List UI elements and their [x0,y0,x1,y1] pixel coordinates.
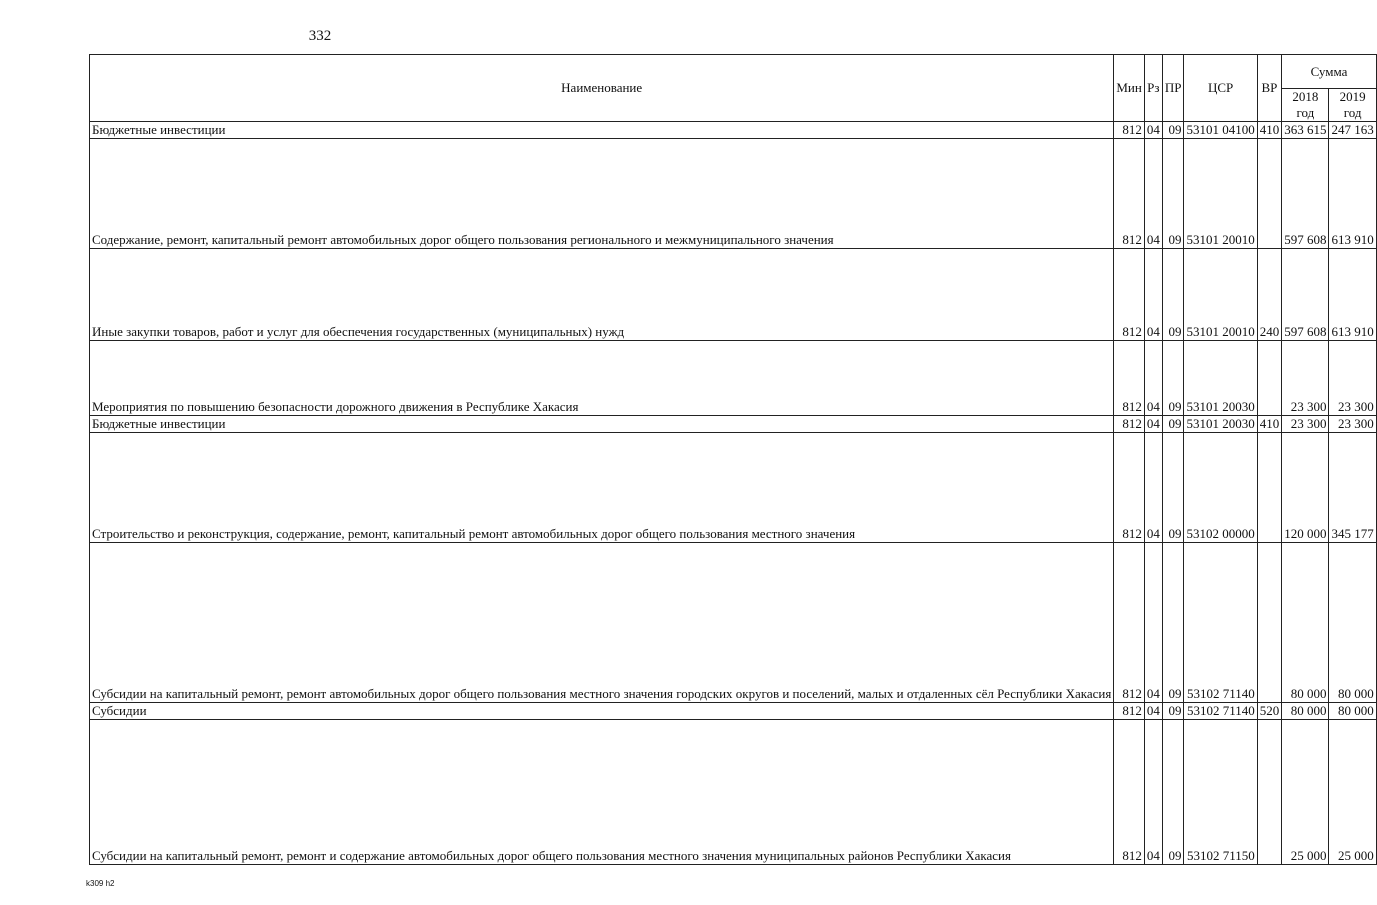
row-vr [1257,433,1282,543]
row-vr: 410 [1257,122,1282,139]
row-min: 812 [1114,139,1144,249]
row-min: 812 [1114,249,1144,341]
row-vr: 240 [1257,249,1282,341]
row-csr: 53101 20030 [1184,341,1257,416]
row-rz: 04 [1144,341,1162,416]
table-row [90,249,1377,341]
table-row [90,139,1377,249]
row-csr: 53102 71140 [1184,543,1257,703]
row-rz: 04 [1144,416,1162,433]
table-row [90,720,1377,865]
row-pr: 09 [1162,122,1184,139]
header-csr: ЦСР [1184,55,1257,122]
row-sum-2019: 345 177 [1329,433,1376,543]
row-rz: 04 [1144,720,1162,865]
table-row [90,433,1377,543]
row-csr: 53101 20010 [1184,139,1257,249]
row-csr: 53101 20010 [1184,249,1257,341]
row-name: Субсидии на капитальный ремонт, ремонт и содержание автомобильных дорог общего пользования местного значения муниципальных районов Республики Хакасия [90,720,1114,865]
row-vr [1257,341,1282,416]
row-pr: 09 [1162,341,1184,416]
row-sum-2019: 247 163 [1329,122,1376,139]
row-sum-2019: 25 000 [1329,720,1376,865]
row-sum-2019: 80 000 [1329,543,1376,703]
row-sum-2019: 613 910 [1329,139,1376,249]
row-sum-2018: 120 000 [1282,433,1329,543]
row-rz: 04 [1144,249,1162,341]
row-min: 812 [1114,122,1144,139]
header-min: Мин [1114,55,1144,122]
row-csr: 53101 04100 [1184,122,1257,139]
row-sum-2018: 23 300 [1282,341,1329,416]
row-sum-2018: 80 000 [1282,543,1329,703]
row-pr: 09 [1162,139,1184,249]
row-name: Мероприятия по повышению безопасности дорожного движения в Республике Хакасия [90,341,1114,416]
header-year-2018: 2018 год [1282,89,1329,122]
row-min: 812 [1114,416,1144,433]
header-year-2019: 2019 год [1329,89,1376,122]
row-pr: 09 [1162,249,1184,341]
row-min: 812 [1114,341,1144,416]
row-vr: 410 [1257,416,1282,433]
page-number: 332 [308,28,332,44]
row-sum-2018: 23 300 [1282,416,1329,433]
row-min: 812 [1114,433,1144,543]
row-rz: 04 [1144,122,1162,139]
row-pr: 09 [1162,703,1184,720]
footer-code: k309 h2 [86,879,115,888]
row-csr: 53101 20030 [1184,416,1257,433]
row-name: Бюджетные инвестиции [90,122,1114,139]
table-row [90,543,1377,703]
row-csr: 53102 71150 [1184,720,1257,865]
row-rz: 04 [1144,543,1162,703]
table-row [90,416,1377,433]
row-sum-2018: 597 608 [1282,249,1329,341]
row-min: 812 [1114,720,1144,865]
table-row [90,703,1377,720]
header-sum: Сумма [1282,55,1377,89]
row-pr: 09 [1162,720,1184,865]
row-pr: 09 [1162,433,1184,543]
row-rz: 04 [1144,139,1162,249]
header-vr: ВР [1257,55,1282,122]
row-name: Субсидии на капитальный ремонт, ремонт автомобильных дорог общего пользования местного значения городских округов и поселений, малых и отдаленных сёл Республики Хакасия [90,543,1114,703]
row-sum-2018: 597 608 [1282,139,1329,249]
row-pr: 09 [1162,416,1184,433]
row-min: 812 [1114,703,1144,720]
row-sum-2018: 363 615 [1282,122,1329,139]
row-csr: 53102 71140 [1184,703,1257,720]
row-name: Иные закупки товаров, работ и услуг для обеспечения государственных (муниципальных) нужд [90,249,1114,341]
row-rz: 04 [1144,433,1162,543]
row-rz: 04 [1144,703,1162,720]
table-row [90,341,1377,416]
row-vr [1257,139,1282,249]
row-name: Бюджетные инвестиции [90,416,1114,433]
row-vr: 520 [1257,703,1282,720]
row-sum-2019: 80 000 [1329,703,1376,720]
row-csr: 53102 00000 [1184,433,1257,543]
row-sum-2018: 25 000 [1282,720,1329,865]
row-sum-2018: 80 000 [1282,703,1329,720]
header-pr: ПР [1162,55,1184,122]
header-rz: Рз [1144,55,1162,122]
row-vr [1257,720,1282,865]
row-vr [1257,543,1282,703]
row-name: Содержание, ремонт, капитальный ремонт автомобильных дорог общего пользования регионального и межмуниципального значения [90,139,1114,249]
row-name: Субсидии [90,703,1114,720]
row-pr: 09 [1162,543,1184,703]
row-sum-2019: 23 300 [1329,341,1376,416]
row-sum-2019: 613 910 [1329,249,1376,341]
header-name: Наименование [90,55,1114,122]
row-sum-2019: 23 300 [1329,416,1376,433]
budget-table [89,54,1377,865]
table-row [90,122,1377,139]
row-name: Строительство и реконструкция, содержание, ремонт, капитальный ремонт автомобильных дорог общего пользования местного значения [90,433,1114,543]
row-min: 812 [1114,543,1144,703]
